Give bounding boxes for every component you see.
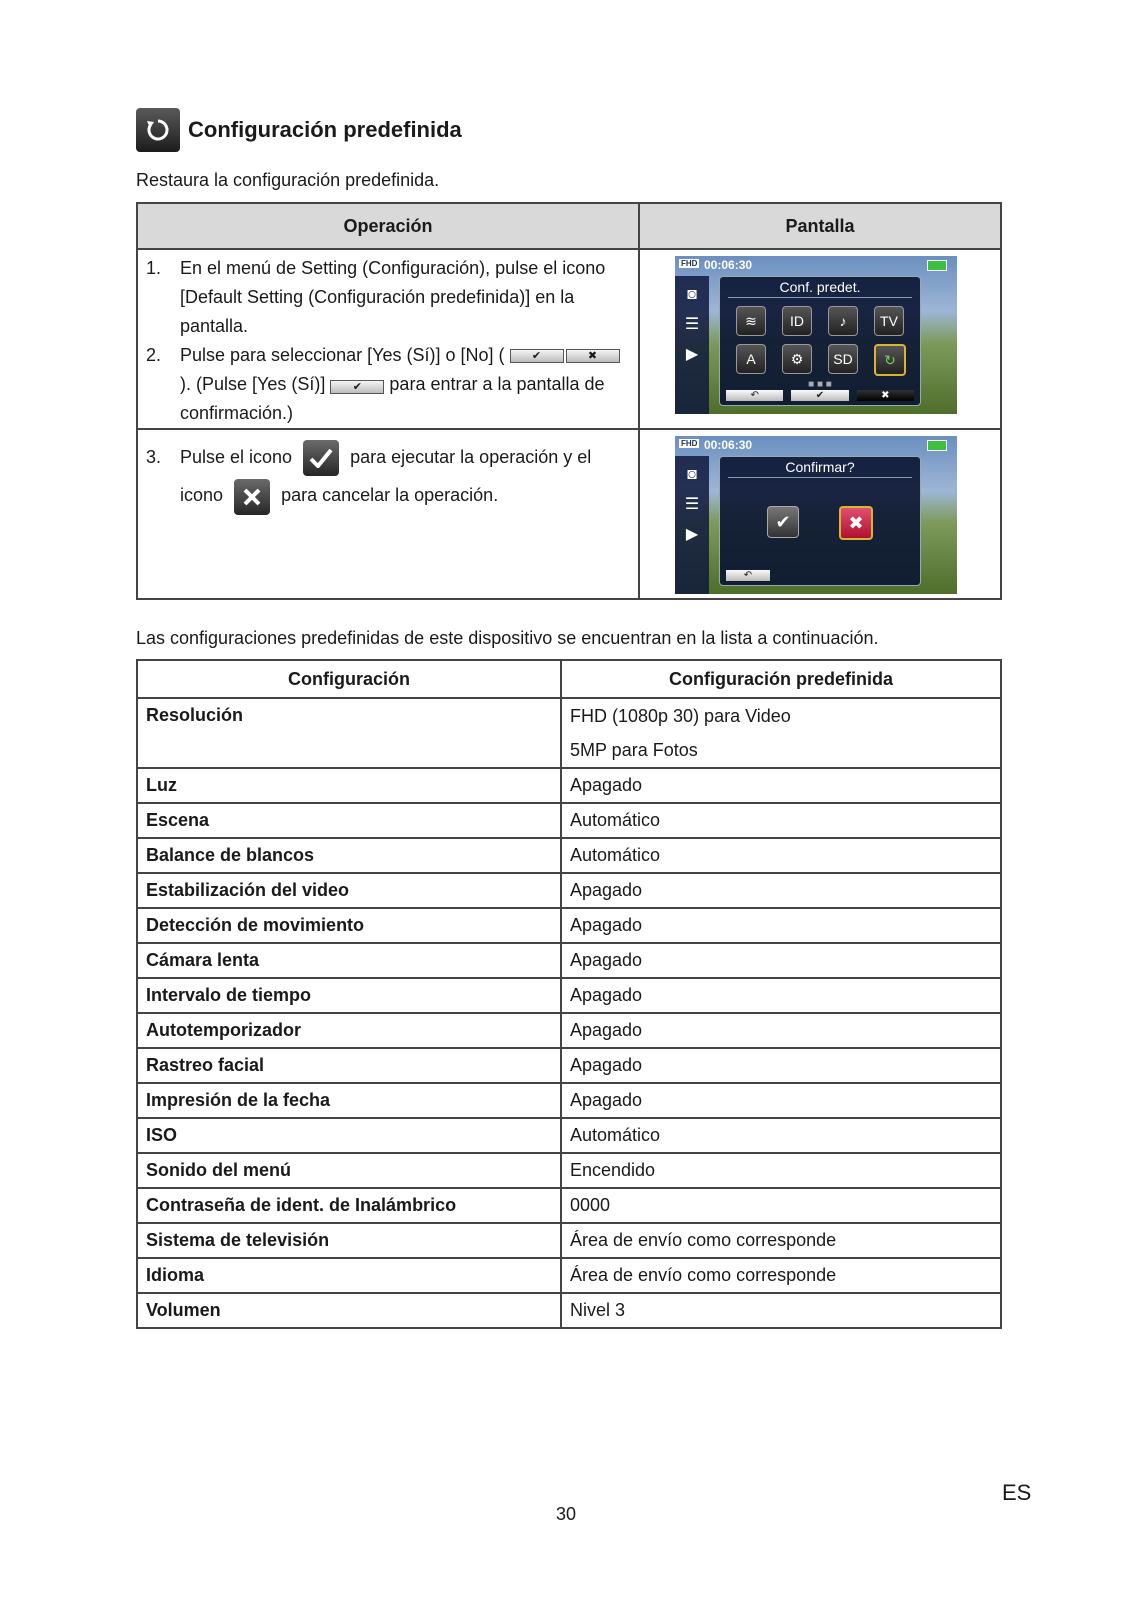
page-number: 30 [555, 1504, 577, 1524]
defaults-intro-text: Las configuraciones predefinidas de este dispositivo se encuentran en la lista a continuación. [136, 628, 879, 648]
cancel-x-icon [234, 479, 270, 515]
language-icon: A [736, 344, 766, 374]
table-row: Impresión de la fecha Apagado [137, 1083, 1001, 1118]
header-screen: Pantalla [639, 203, 1001, 249]
camera-icon: ◙ [687, 286, 697, 303]
section-title: Configuración predefinida [188, 117, 462, 142]
table-row: Estabilización del video Apagado [137, 873, 1001, 908]
gear-icon: ⚙ [782, 344, 812, 374]
table-row: Resolución FHD (1080p 30) para Video 5MP para Fotos [137, 698, 1001, 768]
table-row: Volumen Nivel 3 [137, 1293, 1001, 1328]
screen-default-setting: FHD 00:06:30 ◙ ☰ ▶ Conf. predet. ≋ ID ♪ TV A ⚙ SD ↻ ■ ■ ■ ↶ ✔ ✖ [675, 256, 957, 414]
dialog-title: Conf. predet. [728, 279, 912, 298]
default-setting-tile-icon: ↻ [874, 344, 906, 376]
battery-icon [927, 260, 947, 271]
check-icon [303, 440, 339, 476]
sd-card-icon: SD [828, 344, 858, 374]
table-row: Cámara lenta Apagado [137, 943, 1001, 978]
screen-2-cell [639, 429, 1001, 599]
steps-1-2-cell [137, 249, 639, 429]
table-row: Intervalo de tiempo Apagado [137, 978, 1001, 1013]
back-button-icon: ↶ [726, 390, 783, 401]
table-row: Sistema de televisión Área de envío como corresponde [137, 1223, 1001, 1258]
dialog-title: Confirmar? [728, 459, 912, 478]
default-setting-icon [136, 108, 180, 152]
language-code: ES [1002, 1480, 1032, 1505]
table-row: Contraseña de ident. de Inalámbrico 0000 [137, 1188, 1001, 1223]
yes-no-buttons-icon: ✔ ✖ [510, 349, 620, 363]
page-dots: ■ ■ ■ [808, 379, 832, 390]
table-row: Escena Automático [137, 803, 1001, 838]
wifi-icon: ≋ [736, 306, 766, 336]
table-row: Idioma Área de envío como corresponde [137, 1258, 1001, 1293]
intro-text: Restaura la configuración predefinida. [136, 170, 440, 190]
step-3: 3. Pulse el icono para ejecutar la operación y el icono para cancelar la operación. [146, 438, 628, 515]
table-row: Luz Apagado [137, 768, 1001, 803]
step-2: 2. Pulse para seleccionar [Yes (Sí)] o [No] ( ✔ ✖ ). (Pulse [Yes (Sí)] ✔ para entrar a la pantalla de confirmación.) [146, 341, 628, 428]
table-row: Sonido del menú Encendido [137, 1153, 1001, 1188]
sound-icon: ♪ [828, 306, 858, 336]
table-row: Balance de blancos Automático [137, 838, 1001, 873]
camera-icon: ◙ [687, 466, 697, 483]
back-button-icon: ↶ [726, 570, 770, 581]
id-icon: ID [782, 306, 812, 336]
screen-1-cell [639, 249, 1001, 429]
menu-list-icon: ☰ [684, 316, 700, 333]
menu-list-icon: ☰ [684, 496, 700, 513]
confirm-cancel-icon: ✖ [839, 506, 873, 540]
playback-icon: ▶ [685, 346, 699, 363]
section-heading [136, 108, 462, 152]
defaults-table [136, 659, 1002, 1329]
header-default: Configuración predefinida [561, 660, 1001, 698]
playback-icon: ▶ [685, 526, 699, 543]
screen-confirm: FHD 00:06:30 ◙ ☰ ▶ Confirmar? ✔ ✖ ↶ [675, 436, 957, 594]
step-3-cell [137, 429, 639, 599]
table-row: Autotemporizador Apagado [137, 1013, 1001, 1048]
side-menu [675, 276, 709, 414]
close-button-icon: ✖ [857, 390, 914, 401]
step-1: 1. En el menú de Setting (Configuración), pulse el icono [Default Setting (Configuración predefinida)] en la pantalla. [146, 258, 606, 336]
confirm-check-icon: ✔ [767, 506, 799, 538]
side-menu [675, 456, 709, 594]
table-row: Rastreo facial Apagado [137, 1048, 1001, 1083]
table-row: Detección de movimiento Apagado [137, 908, 1001, 943]
header-operation: Operación [137, 203, 639, 249]
table-row: ISO Automático [137, 1118, 1001, 1153]
check-button-icon: ✔ [791, 390, 848, 401]
tv-icon: TV [874, 306, 904, 336]
header-setting: Configuración [137, 660, 561, 698]
yes-button-icon: ✔ [330, 380, 384, 394]
battery-icon [927, 440, 947, 451]
operation-table [136, 202, 1002, 600]
